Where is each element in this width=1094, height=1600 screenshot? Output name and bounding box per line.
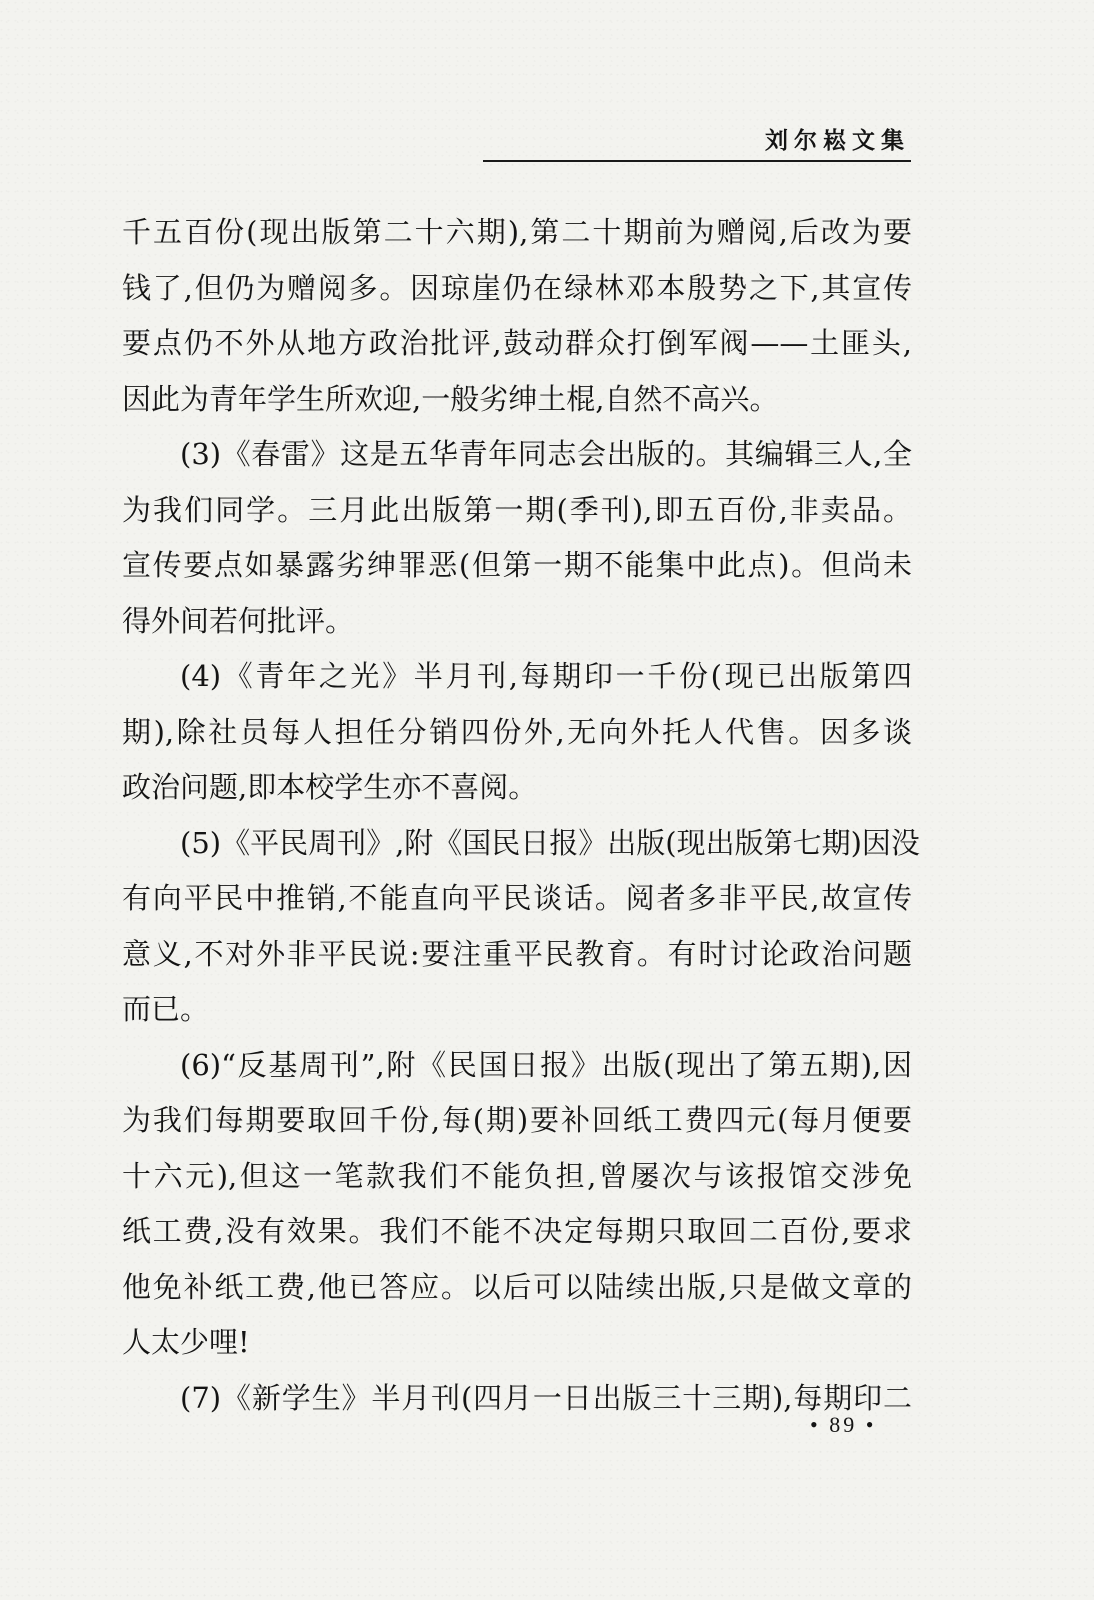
text-line: 得外间若何批评。 (122, 603, 355, 638)
text-line: 宣传要点如暴露劣绅罪恶(但第一期不能集中此点)。但尚未 (122, 548, 912, 582)
running-header: 刘尔崧文集 (765, 127, 910, 154)
text-line: 纸工费,没有效果。我们不能不决定每期只取回二百份,要求 (122, 1214, 912, 1248)
page-number: • 89 • (810, 1412, 877, 1437)
header-rule (483, 160, 911, 162)
text-line: (4)《青年之光》半月刊,每期印一千份(现已出版第四 (180, 659, 912, 693)
text-line: (7)《新学生》半月刊(四月一日出版三十三期),每期印二 (180, 1380, 912, 1415)
text-line: 钱了,但仍为赠阅多。因琼崖仍在绿林邓本殷势之下,其宣传 (122, 270, 912, 305)
text-line: 而已。 (122, 992, 210, 1026)
text-line: 期),除社员每人担任分销四份外,无向外托人代售。因多谈 (122, 714, 912, 749)
text-line: 为我们每期要取回千份,每(期)要补回纸工费四元(每月便要 (122, 1103, 912, 1137)
text-line: 人太少哩! (122, 1325, 250, 1359)
text-line: 他免补纸工费,他已答应。以后可以陆续出版,只是做文章的 (122, 1269, 912, 1304)
text-line: 意义,不对外非平民说:要注重平民教育。有时讨论政治问题 (122, 936, 912, 971)
text-line: 因此为青年学生所欢迎,一般劣绅土棍,自然不高兴。 (122, 381, 779, 416)
text-line: 政治问题,即本校学生亦不喜阅。 (122, 770, 538, 804)
body-text (122, 205, 920, 1426)
text-line: 十六元),但这一笔款我们不能负担,曾屡次与该报馆交涉免 (122, 1158, 912, 1193)
text-line: 为我们同学。三月此出版第一期(季刊),即五百份,非卖品。 (122, 492, 912, 527)
text-line: 千五百份(现出版第二十六期),第二十期前为赠阅,后改为要 (122, 215, 912, 249)
text-line: 要点仍不外从地方政治批评,鼓动群众打倒军阀——土匪头, (122, 326, 912, 360)
text-line: 有向平民中推销,不能直向平民谈话。阅者多非平民,故宣传 (122, 881, 912, 915)
text-line: (3)《春雷》这是五华青年同志会出版的。其编辑三人,全 (180, 437, 912, 471)
text-line: (5)《平民周刊》,附《国民日报》出版(现出版第七期)因没 (180, 825, 920, 860)
text-line: (6)“反基周刊”,附《民国日报》出版(现出了第五期),因 (180, 1047, 912, 1082)
